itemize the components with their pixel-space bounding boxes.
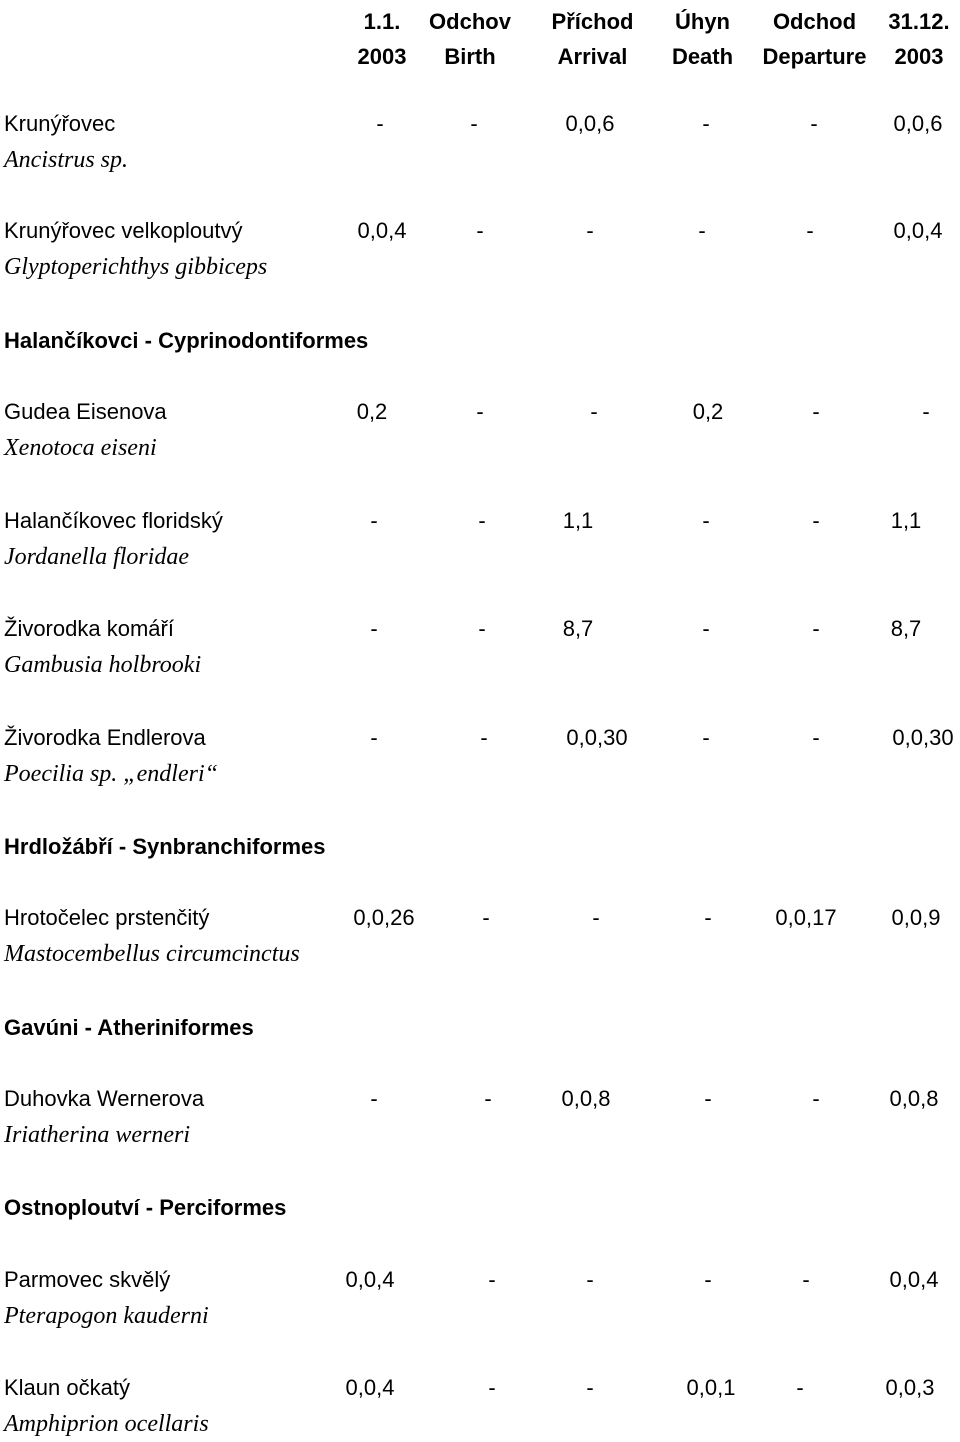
value-birth: - — [476, 218, 484, 243]
table-header — [0, 0, 960, 80]
value-departure: - — [810, 111, 818, 136]
value-end: 8,7 — [890, 616, 922, 641]
col-header-line: 2003 — [894, 44, 944, 69]
value-death: - — [704, 1086, 712, 1111]
czech-name: Gudea Eisenova — [4, 399, 167, 424]
latin-name: Pterapogon kauderni — [4, 1303, 209, 1329]
czech-name: Halančíkovec floridský — [4, 508, 223, 533]
latin-name: Gambusia holbrooki — [4, 652, 202, 678]
value-departure: - — [812, 508, 820, 533]
value-start: 0,0,4 — [345, 1267, 395, 1292]
value-start: - — [376, 111, 384, 136]
czech-name: Parmovec skvělý — [4, 1267, 171, 1292]
value-arrival: - — [590, 399, 598, 424]
value-death: - — [702, 616, 710, 641]
value-arrival: 8,7 — [562, 616, 594, 641]
value-end: 0,0,30 — [892, 725, 954, 750]
value-birth: - — [476, 399, 484, 424]
value-death: 0,0,1 — [686, 1375, 736, 1400]
value-start: - — [370, 616, 378, 641]
value-birth: - — [482, 905, 490, 930]
col-header-death — [660, 4, 745, 74]
value-arrival: 0,0,30 — [566, 725, 628, 750]
value-death: - — [704, 905, 712, 930]
value-departure: - — [812, 616, 820, 641]
value-arrival: - — [586, 1267, 594, 1292]
value-birth: - — [478, 508, 486, 533]
table-row — [0, 106, 960, 178]
col-header-line: 2003 — [357, 44, 407, 69]
table-row — [0, 1081, 960, 1153]
col-header-line: Úhyn — [675, 9, 730, 34]
value-end: 0,0,9 — [891, 905, 941, 930]
value-start: 0,0,4 — [345, 1375, 395, 1400]
value-start: - — [370, 725, 378, 750]
value-arrival: 0,0,6 — [565, 111, 615, 136]
value-arrival: 1,1 — [562, 508, 594, 533]
value-departure: - — [812, 725, 820, 750]
value-start: 0,2 — [356, 399, 388, 424]
czech-name: Krunýřovec — [4, 111, 116, 136]
col-header-line: Death — [671, 44, 734, 69]
value-end: 0,0,8 — [889, 1086, 939, 1111]
col-header-end-2003 — [884, 4, 954, 74]
value-arrival: 0,0,8 — [561, 1086, 611, 1111]
col-header-line: Birth — [444, 44, 496, 69]
value-birth: - — [488, 1375, 496, 1400]
col-header-departure — [752, 4, 877, 74]
value-start: 0,0,26 — [353, 905, 415, 930]
table-row — [0, 900, 960, 972]
value-start: - — [370, 508, 378, 533]
value-end: 0,0,6 — [893, 111, 943, 136]
value-departure: 0,0,17 — [775, 905, 837, 930]
col-header-start-2003 — [352, 4, 412, 74]
czech-name: Živorodka Endlerova — [4, 725, 206, 750]
latin-name: Poecilia sp. „endleri“ — [4, 761, 218, 787]
order-heading: Gavúni - Atheriniformes — [4, 1015, 254, 1040]
table-row — [0, 720, 960, 792]
value-death: 0,2 — [692, 399, 724, 424]
value-start: 0,0,4 — [357, 218, 407, 243]
value-birth: - — [484, 1086, 492, 1111]
czech-name: Živorodka komáří — [4, 616, 174, 641]
value-departure: - — [812, 399, 820, 424]
col-header-line: Odchod — [772, 9, 857, 34]
value-end: 0,0,4 — [893, 218, 943, 243]
value-death: - — [698, 218, 706, 243]
value-departure: - — [802, 1267, 810, 1292]
table-row — [0, 1262, 960, 1334]
value-death: - — [702, 725, 710, 750]
value-end: 0,0,3 — [885, 1375, 935, 1400]
value-birth: - — [478, 616, 486, 641]
czech-name: Duhovka Wernerova — [4, 1086, 205, 1111]
col-header-line: Příchod — [551, 9, 634, 34]
col-header-birth — [420, 4, 520, 74]
col-header-line: 31.12. — [888, 9, 950, 34]
czech-name: Klaun očkatý — [4, 1375, 130, 1400]
latin-name: Ancistrus sp. — [4, 147, 129, 173]
order-heading: Ostnoploutví - Perciformes — [4, 1195, 287, 1220]
latin-name: Amphiprion ocellaris — [4, 1411, 209, 1437]
table-row — [0, 503, 960, 575]
table-row — [0, 213, 960, 285]
value-departure: - — [806, 218, 814, 243]
col-header-line: Departure — [762, 44, 867, 69]
latin-name: Glyptoperichthys gibbiceps — [4, 254, 268, 280]
col-header-line: 1.1. — [363, 9, 401, 34]
latin-name: Jordanella floridae — [4, 544, 190, 570]
value-end: 0,0,4 — [889, 1267, 939, 1292]
table-row — [0, 611, 960, 683]
value-birth: - — [488, 1267, 496, 1292]
value-departure: - — [796, 1375, 804, 1400]
latin-name: Mastocembellus circumcinctus — [4, 941, 300, 967]
value-arrival: - — [586, 1375, 594, 1400]
order-heading: Halančíkovci - Cyprinodontiformes — [4, 328, 369, 353]
value-birth: - — [480, 725, 488, 750]
table-row — [0, 394, 960, 466]
value-departure: - — [812, 1086, 820, 1111]
value-arrival: - — [586, 218, 594, 243]
value-end: 1,1 — [890, 508, 922, 533]
col-header-arrival — [540, 4, 645, 74]
table-row — [0, 1370, 960, 1442]
value-death: - — [702, 508, 710, 533]
czech-name: Hrotočelec prstenčitý — [4, 905, 210, 930]
value-end: - — [922, 399, 930, 424]
value-death: - — [702, 111, 710, 136]
value-death: - — [704, 1267, 712, 1292]
value-birth: - — [470, 111, 478, 136]
latin-name: Xenotoca eiseni — [4, 435, 157, 461]
col-header-line: Arrival — [557, 44, 628, 69]
value-start: - — [370, 1086, 378, 1111]
latin-name: Iriatherina werneri — [4, 1122, 190, 1148]
col-header-line: Odchov — [429, 9, 511, 34]
czech-name: Krunýřovec velkoploutvý — [4, 218, 243, 243]
value-arrival: - — [592, 905, 600, 930]
order-heading: Hrdložábří - Synbranchiformes — [4, 834, 326, 859]
